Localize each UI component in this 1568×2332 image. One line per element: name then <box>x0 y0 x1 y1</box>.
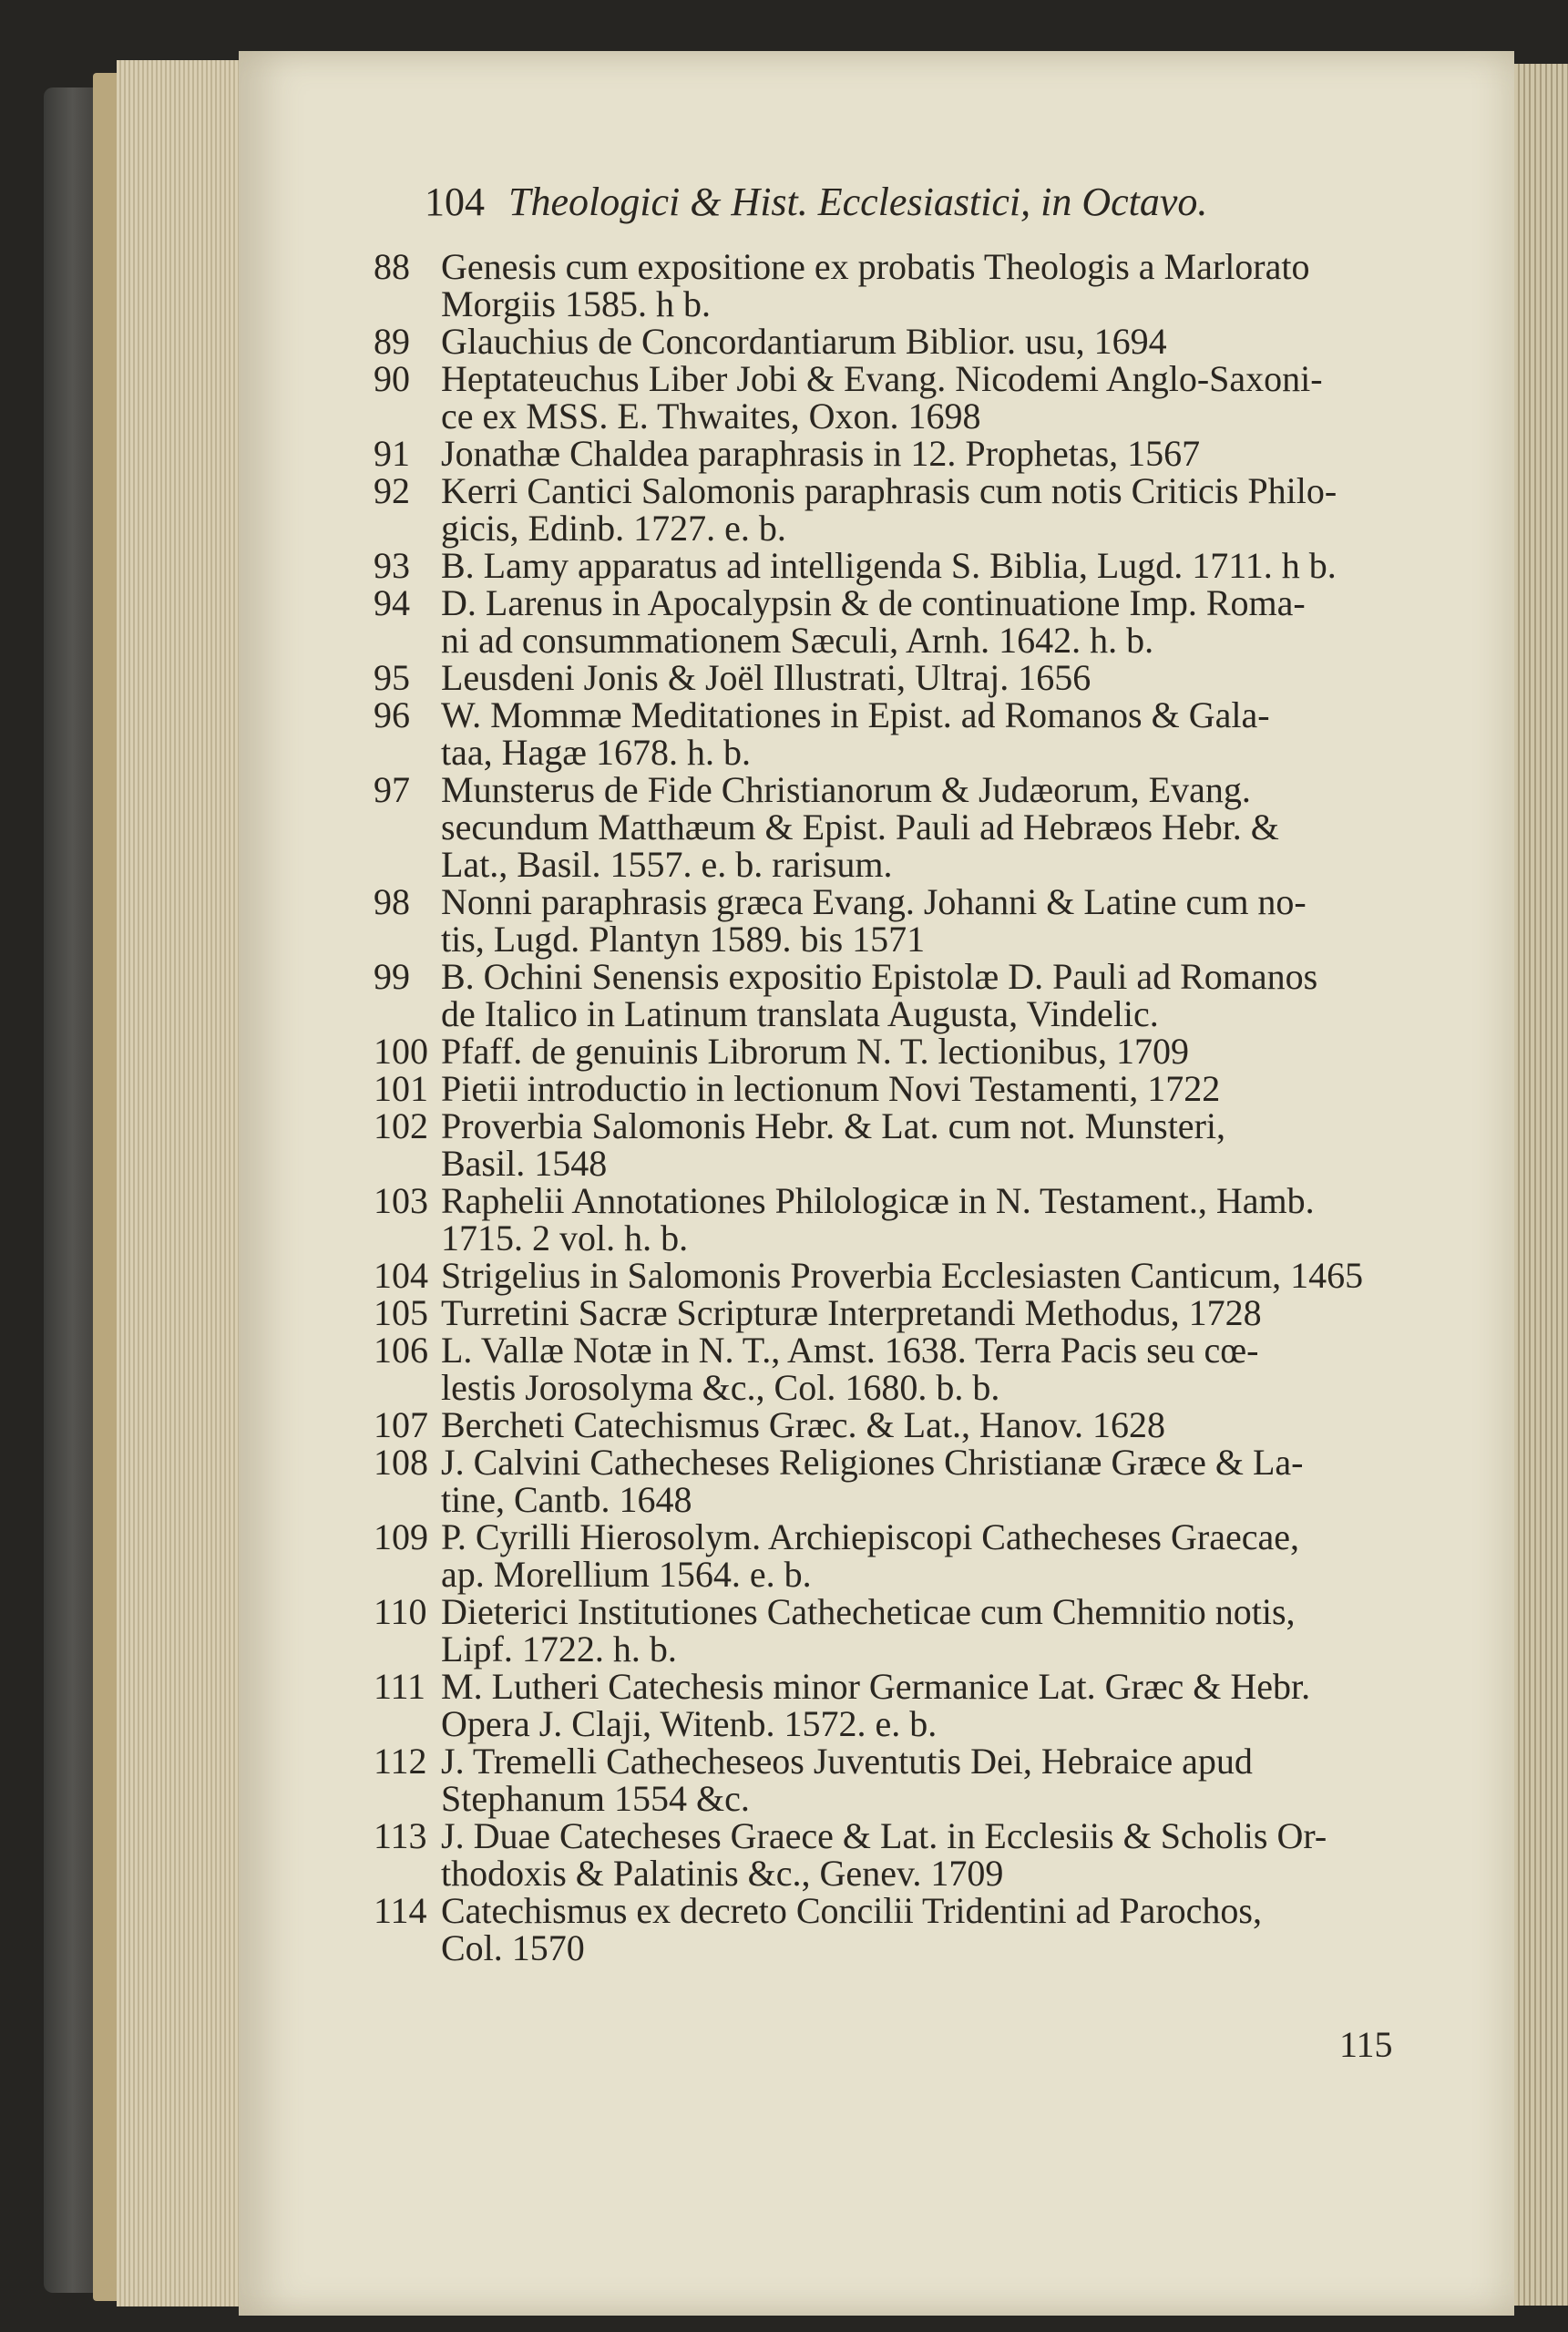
entry-text: Proverbia Salomonis Hebr. & Lat. cum not. Munsteri, Basil. 1548 <box>441 1105 1225 1184</box>
entry-text: J. Calvini Cathecheses Religiones Christianæ Græce & La- tine, Cantb. 1648 <box>441 1442 1304 1520</box>
entry-number: 110 <box>374 1591 427 1632</box>
catalogue-entry <box>374 1032 1453 1070</box>
catalogue-entry <box>374 1817 1453 1892</box>
left-page-edges <box>117 60 253 2306</box>
catalogue-entry <box>374 435 1453 472</box>
catalogue-entry <box>374 584 1453 659</box>
entry-text: Kerri Cantici Salomonis paraphrasis cum notis Criticis Philo- gicis, Edinb. 1727. e. b. <box>441 470 1337 549</box>
entry-number: 93 <box>374 545 410 586</box>
catalogue-entry <box>374 1406 1453 1443</box>
entry-text: B. Ochini Senensis expositio Epistolæ D. Pauli ad Romanos de Italico in Latinum translata Augusta, Vindelic. <box>441 956 1318 1034</box>
catalogue-entry <box>374 1892 1453 1967</box>
entry-text: Glauchius de Concordantiarum Biblior. usu, 1694 <box>441 321 1167 362</box>
entry-text: Strigelius in Salomonis Proverbia Ecclesiasten Canticum, 1465 <box>441 1255 1364 1296</box>
entry-text: Nonni paraphrasis græca Evang. Johanni & Latine cum no- tis, Lugd. Plantyn 1589. bis 1571 <box>441 881 1307 960</box>
entry-text: J. Tremelli Cathecheseos Juventutis Dei, Hebraice apud Stephanum 1554 &c. <box>441 1741 1253 1819</box>
right-page-edges <box>1514 64 1568 2306</box>
entry-number: 92 <box>374 470 410 511</box>
catalogue-entry <box>374 659 1453 696</box>
catalogue-entry <box>374 547 1453 584</box>
entry-number: 99 <box>374 956 410 997</box>
catalogue-entry <box>374 1070 1453 1107</box>
entry-text: Turretini Sacræ Scripturæ Interpretandi Methodus, 1728 <box>441 1292 1262 1333</box>
catalogue-entry <box>374 883 1453 958</box>
entry-number: 94 <box>374 582 410 623</box>
catalogue-entry <box>374 1443 1453 1518</box>
entry-number: 112 <box>374 1741 427 1782</box>
catalogue-entries <box>374 248 1453 1967</box>
entry-number: 109 <box>374 1516 428 1557</box>
entry-number: 98 <box>374 881 410 922</box>
entry-text: Munsterus de Fide Christianorum & Judæorum, Evang. secundum Matthæum & Epist. Pauli ad Hebræos Hebr. & Lat., Basil. 1557. e. b. rarisum. <box>441 769 1279 885</box>
catchword: 115 <box>1339 2024 1393 2065</box>
entry-text: Heptateuchus Liber Jobi & Evang. Nicodemi Anglo-Saxoni- ce ex MSS. E. Thwaites, Oxon. 1698 <box>441 358 1323 437</box>
entry-number: 95 <box>374 657 410 698</box>
entry-number: 106 <box>374 1330 428 1371</box>
entry-number: 104 <box>374 1255 428 1296</box>
page-header <box>425 179 1372 233</box>
entry-number: 111 <box>374 1666 426 1707</box>
entry-text: B. Lamy apparatus ad intelligenda S. Biblia, Lugd. 1711. h b. <box>441 545 1337 586</box>
entry-number: 108 <box>374 1442 428 1483</box>
catalogue-entry <box>374 472 1453 547</box>
entry-text: W. Mommæ Meditationes in Epist. ad Romanos & Gala- taa, Hagæ 1678. h. b. <box>441 694 1270 773</box>
entry-text: Bercheti Catechismus Græc. & Lat., Hanov. 1628 <box>441 1404 1165 1445</box>
entry-number: 105 <box>374 1292 428 1333</box>
catalogue-entry <box>374 1107 1453 1182</box>
entry-number: 103 <box>374 1180 428 1221</box>
entry-number: 113 <box>374 1815 427 1856</box>
catalogue-entry <box>374 323 1453 360</box>
entry-number: 90 <box>374 358 410 399</box>
catalogue-entry <box>374 360 1453 435</box>
entry-number: 97 <box>374 769 410 810</box>
catalogue-entry <box>374 1294 1453 1331</box>
running-head: Theologici & Hist. Ecclesiastici, in Octavo. <box>508 180 1208 224</box>
entry-number: 88 <box>374 246 410 287</box>
catalogue-entry <box>374 1518 1453 1593</box>
catalogue-entry <box>374 1182 1453 1257</box>
catalogue-entry <box>374 771 1453 883</box>
catalogue-entry <box>374 1742 1453 1817</box>
entry-number: 114 <box>374 1890 427 1931</box>
entry-text: L. Vallæ Notæ in N. T., Amst. 1638. Terra Pacis seu cœ- lestis Jorosolyma &c., Col. 1680. b. b. <box>441 1330 1259 1408</box>
catalogue-entry <box>374 958 1453 1032</box>
catalogue-entry <box>374 696 1453 771</box>
entry-text: Genesis cum expositione ex probatis Theologis a Marlorato Morgiis 1585. h b. <box>441 246 1310 324</box>
catalogue-entry <box>374 1257 1453 1294</box>
entry-number: 101 <box>374 1068 428 1109</box>
entry-text: M. Lutheri Catechesis minor Germanice Lat. Græc & Hebr. Opera J. Claji, Witenb. 1572. e. b. <box>441 1666 1311 1744</box>
entry-text: Pfaff. de genuinis Librorum N. T. lectionibus, 1709 <box>441 1031 1189 1072</box>
entry-number: 89 <box>374 321 410 362</box>
entry-text: Jonathæ Chaldea paraphrasis in 12. Prophetas, 1567 <box>441 433 1201 474</box>
entry-number: 96 <box>374 694 410 735</box>
entry-number: 91 <box>374 433 410 474</box>
entry-text: P. Cyrilli Hierosolym. Archiepiscopi Cathecheses Graecae, ap. Morellium 1564. e. b. <box>441 1516 1299 1595</box>
page-number: 104 <box>425 180 485 224</box>
entry-text: Dieterici Institutiones Cathecheticae cum Chemnitio notis, Lipf. 1722. h. b. <box>441 1591 1296 1669</box>
catalogue-entry <box>374 1331 1453 1406</box>
entry-text: Leusdeni Jonis & Joël Illustrati, Ultraj. 1656 <box>441 657 1091 698</box>
entry-text: J. Duae Catecheses Graece & Lat. in Ecclesiis & Scholis Or- thodoxis & Palatinis &c., Genev. 1709 <box>441 1815 1327 1894</box>
entry-number: 102 <box>374 1105 428 1146</box>
entry-number: 107 <box>374 1404 428 1445</box>
entry-text: D. Larenus in Apocalypsin & de continuatione Imp. Roma- ni ad consummationem Sæculi, Arnh. 1642. h. b. <box>441 582 1306 661</box>
catalogue-entry <box>374 248 1453 323</box>
entry-text: Pietii introductio in lectionum Novi Testamenti, 1722 <box>441 1068 1221 1109</box>
entry-text: Raphelii Annotationes Philologicæ in N. Testament., Hamb. 1715. 2 vol. h. b. <box>441 1180 1315 1258</box>
catalogue-entry <box>374 1668 1453 1742</box>
entry-text: Catechismus ex decreto Concilii Tridentini ad Parochos, Col. 1570 <box>441 1890 1262 1968</box>
entry-number: 100 <box>374 1031 428 1072</box>
catalogue-entry <box>374 1593 1453 1668</box>
